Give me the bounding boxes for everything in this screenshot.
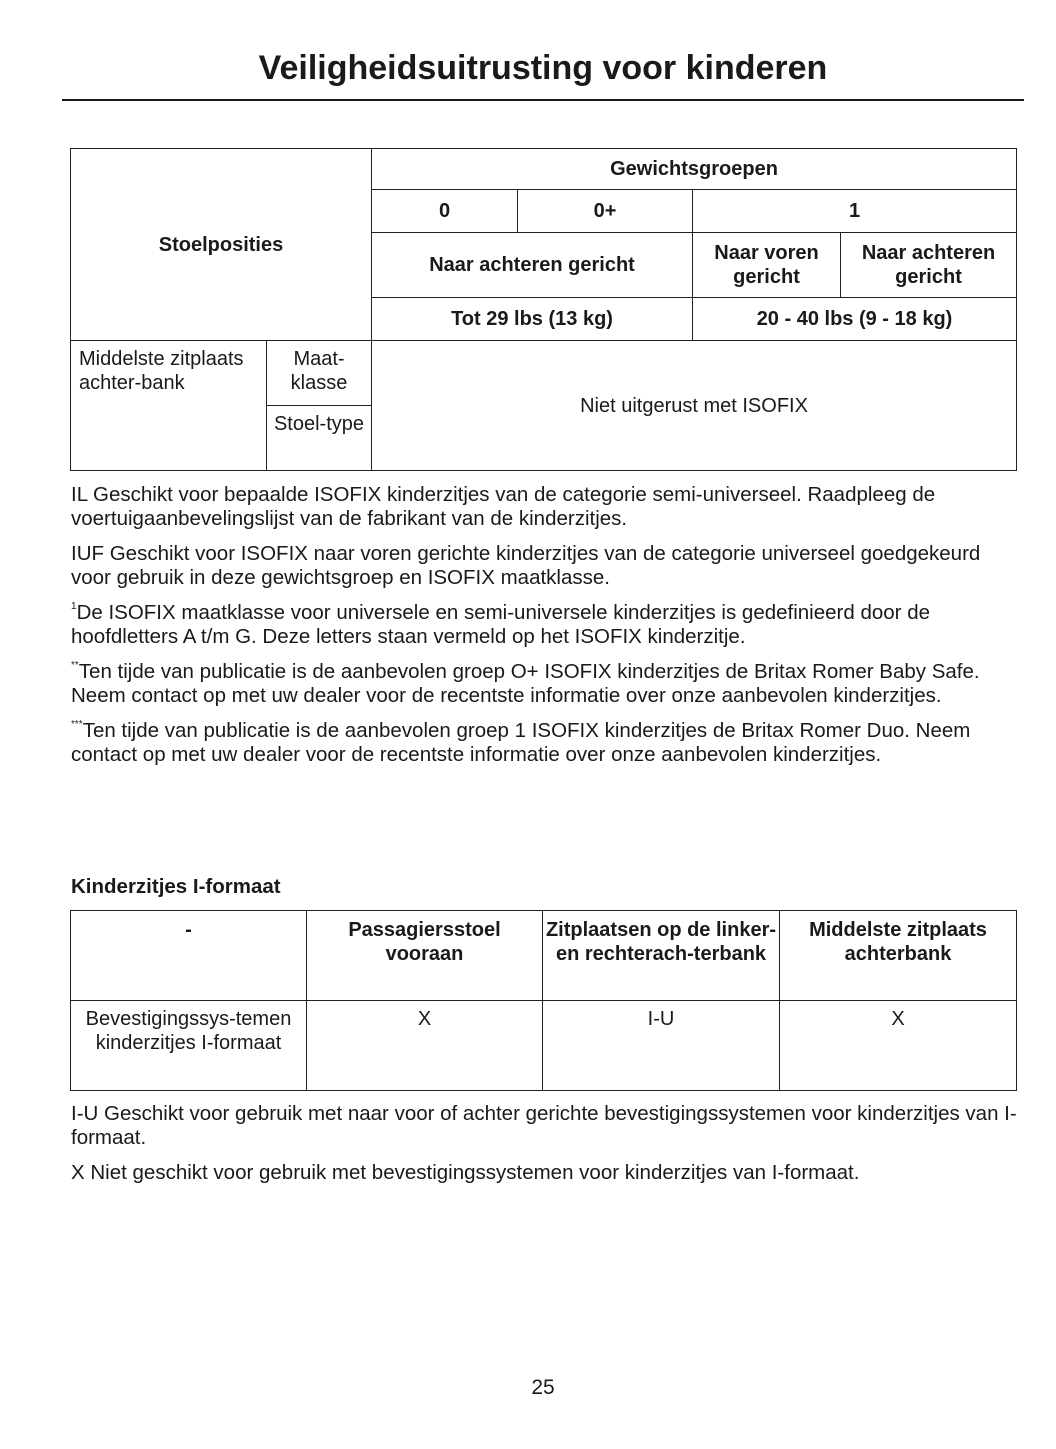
i-size-header-front-passenger: Passagiersstoel vooraan (307, 911, 543, 1001)
size-class-cell: Maat-klasse (267, 341, 372, 406)
footnote-1 (71, 601, 1021, 649)
note-il: IL Geschikt voor bepaalde ISOFIX kinderzitjes van de categorie semi-universeel. Raadpleeg de voertuigaanbevelingslijst van de fabrikant van de kinderzitjes. (71, 483, 936, 530)
group-1-header: 1 (693, 190, 1017, 233)
footnote-1-text: De ISOFIX maatklasse voor universele en semi-universele kinderzitjes is gedefinieerd door de hoofdletters A t/m G. Deze letters staan vermeld op het ISOFIX kinderzitje. (71, 601, 930, 648)
footnote-1-mark: 1 (71, 601, 77, 612)
note-iu: I-U Geschikt voor gebruik met naar voor of achter gerichte bevestigingssystemen voor kinderzitjes van I-formaat. (71, 1102, 1017, 1149)
i-size-outer-rear-value: I-U (543, 1001, 780, 1091)
footnote-3-mark: *** (71, 719, 83, 730)
rear-facing-header: Naar achteren gericht (372, 233, 693, 298)
footnote-2-text: Ten tijde van publicatie is de aanbevolen groep O+ ISOFIX kinderzitjes de Britax Romer Baby Safe. Neem contact op met uw dealer voor de recentste informatie over onze aanbevolen kinderzitjes. (71, 660, 980, 707)
i-size-header-middle-rear: Middelste zitplaats achterbank (780, 911, 1017, 1001)
seat-positions-header: Stoelposities (71, 149, 372, 341)
page-title: Veiligheidsuitrusting voor kinderen (258, 49, 828, 87)
group-0-header: 0 (372, 190, 518, 233)
note-iuf: IUF Geschikt voor ISOFIX naar voren gerichte kinderzitjes van de categorie universeel goedgekeurd voor gebruik in deze gewichtsgroep en ISOFIX maatklasse. (71, 542, 981, 589)
i-size-header-outer-rear: Zitplaatsen op de linker- en rechterach-terbank (543, 911, 780, 1001)
rear-facing-header-2: Naar achteren gericht (841, 233, 1017, 298)
i-size-table (70, 910, 1017, 1091)
i-size-header-dash: - (71, 911, 307, 1001)
footnote-3 (71, 719, 1021, 767)
footnote-2 (71, 660, 1021, 708)
table2-notes (71, 1102, 1021, 1196)
title-rule (62, 99, 1024, 101)
isofix-weight-group-table (70, 148, 1017, 471)
seat-type-cell: Stoel-type (267, 406, 372, 471)
footnote-3-text: Ten tijde van publicatie is de aanbevolen groep 1 ISOFIX kinderzitjes de Britax Romer Duo. Neem contact op met uw dealer voor de recentste informatie over onze aanbevolen kinderzitjes. (71, 719, 971, 766)
weight-groups-header: Gewichtsgroepen (372, 149, 1017, 190)
page-number: 25 (531, 1376, 555, 1399)
i-size-row-label: Bevestigingssys-temen kinderzitjes I-formaat (71, 1001, 307, 1091)
forward-facing-header: Naar voren gericht (693, 233, 841, 298)
weight-range-1: 20 - 40 lbs (9 - 18 kg) (693, 298, 1017, 341)
section-heading: Kinderzitjes I-formaat (71, 875, 281, 898)
seat-position-cell: Middelste zitplaats achter-bank (71, 341, 267, 471)
i-size-middle-rear-value: X (780, 1001, 1017, 1091)
note-x: X Niet geschikt voor gebruik met bevestigingssystemen voor kinderzitjes van I-formaat. (71, 1161, 860, 1184)
not-equipped-cell: Niet uitgerust met ISOFIX (372, 341, 1017, 471)
group-0plus-header: 0+ (518, 190, 693, 233)
weight-range-0: Tot 29 lbs (13 kg) (372, 298, 693, 341)
table1-notes (71, 483, 1021, 778)
footnote-2-mark: ** (71, 660, 79, 671)
i-size-front-passenger-value: X (307, 1001, 543, 1091)
